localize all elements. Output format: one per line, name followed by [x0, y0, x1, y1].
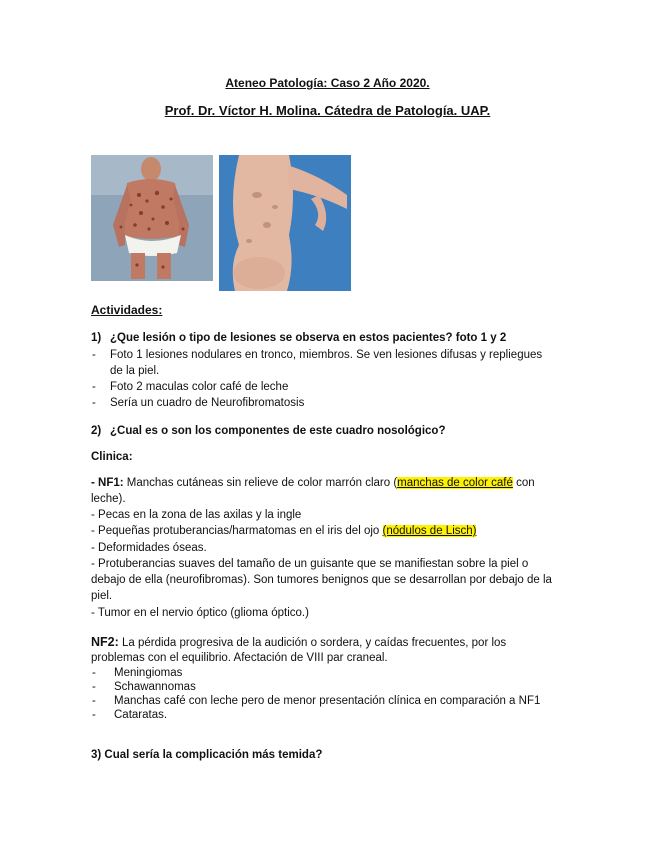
nf1-line-3: - Pecas en la zona de las axilas y la ingle [91, 509, 302, 521]
q1-text: ¿Que lesión o tipo de lesiones se observa en estos pacientes? foto 1 y 2 [110, 332, 507, 344]
bullet-dash: - [92, 667, 96, 679]
section-clinica: Clinica: [91, 451, 133, 463]
nf1-line-1 [91, 475, 535, 491]
nf1-label: - NF1: [91, 477, 124, 489]
nf2-line-1 [91, 634, 506, 651]
bullet-dash: - [92, 349, 96, 361]
bullet-dash: - [92, 681, 96, 693]
nf2-item-3: Manchas café con leche pero de menor presentación clínica en comparación a NF1 [114, 695, 541, 707]
nf1-l1-post: con [512, 477, 535, 489]
patient-photo-2 [219, 155, 351, 291]
q2-number: 2) [91, 425, 102, 437]
nf2-line-2: problemas con el equilibrio. Afectación de VIII par craneal. [91, 652, 388, 664]
bullet-dash: - [92, 709, 96, 721]
nf2-label: NF2: [91, 635, 119, 649]
nf1-line-9: - Tumor en el nervio óptico (glioma óptico.) [91, 607, 309, 619]
section-actividades: Actividades: [91, 303, 163, 317]
bullet-dash: - [92, 397, 96, 409]
bullet-dash: - [92, 695, 96, 707]
nf1-line-4 [91, 523, 476, 539]
nf1-line-5: - Deformidades óseas. [91, 542, 207, 554]
q2-text: ¿Cual es o son los componentes de este cuadro nosológico? [110, 425, 446, 437]
nf1-line-2: leche). [91, 493, 126, 505]
nf1-line-8: piel. [91, 590, 113, 602]
q3-text: 3) Cual sería la complicación más temida? [91, 749, 323, 761]
bullet-dash: - [92, 381, 96, 393]
highlight-lisch: (nódulos de Lisch) [382, 525, 477, 537]
q1-bullet-3: Sería un cuadro de Neurofibromatosis [110, 397, 305, 409]
patient-photo-1 [91, 155, 213, 281]
q1-number: 1) [91, 332, 102, 344]
q1-bullet-2: Foto 2 maculas color café de leche [110, 381, 289, 393]
nf2-item-1: Meningiomas [114, 667, 183, 679]
q1-bullet-1-cont: de la piel. [110, 365, 160, 377]
q1-bullet-1: Foto 1 lesiones nodulares en tronco, miembros. Se ven lesiones difusas y repliegues [110, 349, 543, 361]
highlight-manchas: manchas de color café [397, 477, 513, 489]
nf1-line-7: debajo de ella (neurofibromas). Son tumores benignos que se desarrollan por debajo de la [91, 574, 552, 586]
nf2-item-2: Schawannomas [114, 681, 196, 693]
doc-subtitle: Prof. Dr. Víctor H. Molina. Cátedra de Patología. UAP. [164, 103, 491, 118]
nf2-l1-text: La pérdida progresiva de la audición o sordera, y caídas frecuentes, por los [118, 637, 507, 649]
nf1-line-6: - Protuberancias suaves del tamaño de un guisante que se manifiestan sobre la piel o [91, 558, 529, 570]
nf1-l1-text: Manchas cutáneas sin relieve de color marrón claro ( [123, 477, 398, 489]
doc-title: Ateneo Patología: Caso 2 Año 2020. [225, 76, 430, 90]
nf1-l4-text: - Pequeñas protuberancias/harmatomas en el iris del ojo [91, 525, 383, 537]
nf2-item-4: Cataratas. [114, 709, 168, 721]
